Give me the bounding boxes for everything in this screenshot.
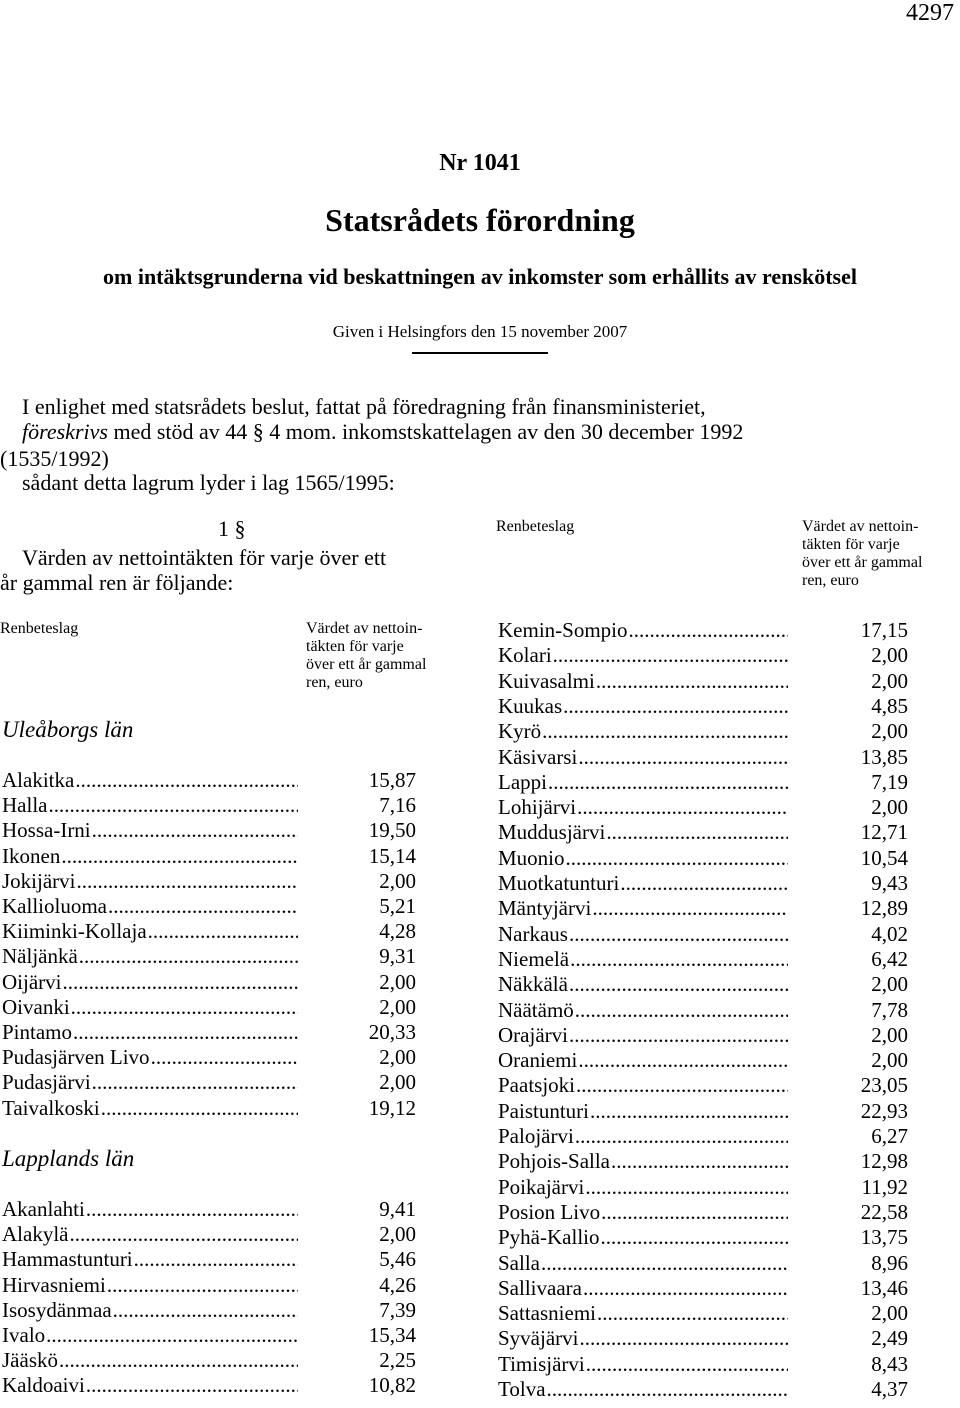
table-row	[498, 1326, 908, 1351]
district-name: Näkkälä .....	[498, 972, 788, 997]
table-row	[2, 768, 416, 793]
district-name: Oraniemi .....	[498, 1048, 788, 1073]
district-value: 6,42	[871, 946, 908, 971]
section-text-line-1: Värden av nettointäkten för varje över ett	[22, 545, 387, 570]
district-value: 2,00	[379, 1045, 416, 1070]
table-row	[498, 643, 908, 668]
district-value: 7,16	[379, 793, 416, 818]
district-name: Mäntyjärvi .....	[498, 896, 788, 921]
district-value: 17,15	[860, 618, 908, 642]
district-name: Kaldoaivi .....	[2, 1373, 298, 1398]
district-name: Alakitka .....	[2, 768, 298, 793]
district-value: 2,00	[871, 668, 908, 693]
district-value: 15,34	[368, 1323, 416, 1347]
table-row	[498, 618, 908, 643]
district-value: 2,00	[871, 719, 908, 744]
district-name: Hossa-Irni .....	[2, 818, 298, 843]
district-name: Jokijärvi .....	[2, 869, 298, 894]
table-row	[2, 793, 416, 818]
table-row	[498, 668, 908, 694]
table-row	[498, 1250, 908, 1276]
district-name: Muotkatunturi .....	[498, 871, 788, 896]
table-row	[498, 1022, 908, 1048]
table-row	[498, 769, 908, 795]
district-value: 9,43	[871, 871, 908, 895]
district-value: 13,46	[860, 1275, 908, 1300]
district-value: 22,58	[860, 1199, 908, 1224]
district-name: Kallioluoma .....	[2, 894, 298, 919]
district-name: Lappi .....	[498, 770, 788, 795]
district-name: Hirvasniemi .....	[2, 1273, 298, 1298]
district-name: Oivanki .....	[2, 995, 298, 1020]
table-row	[498, 1048, 908, 1073]
district-value: 7,78	[871, 997, 908, 1022]
district-name: Pohjois-Salla .....	[498, 1149, 788, 1174]
left-value-header: Värdet av nettoin- täkten för varje över ett år gammal ren, euro	[306, 620, 427, 691]
table-row	[2, 1222, 416, 1247]
page-number: 4297	[906, 0, 954, 26]
district-name: Oijärvi .....	[2, 970, 298, 995]
district-name: Pyhä-Kallio .....	[498, 1225, 788, 1250]
table-row	[498, 1351, 908, 1377]
table-row	[498, 871, 908, 896]
district-value: 2,49	[871, 1326, 908, 1351]
district-name: Ikonen .....	[2, 844, 298, 869]
table-row	[2, 1020, 416, 1045]
table-row	[2, 1095, 416, 1121]
preamble-line-2	[22, 419, 743, 445]
section-text-line-2: år gammal ren är följande:	[0, 570, 234, 595]
preamble-line-3: (1535/1992)	[0, 446, 109, 471]
district-name: Käsivarsi .....	[498, 745, 788, 770]
table-row	[2, 894, 416, 919]
district-value: 19,50	[368, 818, 416, 843]
table-row	[498, 972, 908, 997]
table-row	[498, 896, 908, 921]
table-row	[498, 1073, 908, 1098]
district-name: Pudasjärvi .....	[2, 1070, 298, 1095]
district-value: 20,33	[368, 1020, 416, 1044]
given-date: Given i Helsingfors den 15 november 2007	[332, 322, 628, 341]
table-row	[2, 1197, 416, 1222]
table-row	[2, 843, 416, 869]
district-name: Kiiminki-Kollaja .....	[2, 919, 298, 944]
district-value: 11,92	[861, 1174, 908, 1199]
district-value: 2,00	[871, 1301, 908, 1326]
table-row	[2, 944, 416, 969]
region-heading-lappland: Lapplands län	[2, 1146, 135, 1171]
table-row	[498, 1149, 908, 1174]
district-name: Alakylä .....	[2, 1222, 298, 1247]
table-row	[2, 1272, 416, 1298]
district-name: Salla .....	[498, 1251, 788, 1276]
district-value: 9,41	[379, 1197, 416, 1221]
table-row	[498, 1275, 908, 1301]
table-row	[2, 1323, 416, 1348]
district-name: Sattasniemi .....	[498, 1301, 788, 1326]
table-row	[498, 997, 908, 1023]
district-name: Halla .....	[2, 793, 298, 818]
district-value: 8,96	[871, 1250, 908, 1275]
document-title: Statsrådets förordning	[325, 202, 635, 238]
table-row	[498, 1124, 908, 1149]
district-value: 19,12	[368, 1095, 416, 1120]
district-name: Hammastunturi .....	[2, 1247, 298, 1272]
district-value: 7,39	[379, 1297, 416, 1322]
district-name: Niemelä .....	[498, 947, 788, 972]
district-name: Posion Livo .....	[498, 1200, 788, 1225]
title-divider	[412, 352, 548, 354]
district-name: Näljänkä .....	[2, 944, 298, 969]
district-name: Jääskö .....	[2, 1348, 298, 1373]
district-name: Muddusjärvi .....	[498, 820, 788, 845]
left-district-header: Renbeteslag	[0, 620, 79, 637]
table-row	[498, 921, 908, 947]
district-value: 2,00	[379, 994, 416, 1019]
table-row	[2, 1247, 416, 1272]
district-value: 23,05	[860, 1073, 908, 1098]
district-name: Isosydänmaa .....	[2, 1298, 298, 1323]
table-row	[2, 994, 416, 1020]
district-value: 4,85	[871, 693, 908, 718]
table-row	[498, 1225, 908, 1250]
table-row	[498, 693, 908, 719]
district-name: Kyrö .....	[498, 719, 788, 744]
region-heading-uleaborg: Uleåborgs län	[2, 717, 134, 742]
district-value: 2,00	[379, 969, 416, 994]
district-value: 5,21	[379, 894, 416, 918]
district-value: 4,26	[379, 1272, 416, 1297]
district-value: 4,37	[871, 1377, 908, 1401]
district-value: 2,00	[871, 1048, 908, 1073]
district-value: 13,85	[860, 744, 908, 769]
district-name: Kemin-Sompio .....	[498, 618, 788, 643]
district-value: 2,00	[379, 868, 416, 893]
district-name: Kuivasalmi .....	[498, 669, 788, 694]
district-value: 13,75	[860, 1225, 908, 1250]
district-name: Kolari .....	[498, 643, 788, 668]
district-name: Akanlahti .....	[2, 1197, 298, 1222]
table-row	[498, 1377, 908, 1402]
table-row	[498, 1098, 908, 1124]
section-number: 1 §	[218, 516, 246, 541]
district-name: Taivalkoski .....	[2, 1096, 298, 1121]
district-name: Paistunturi .....	[498, 1099, 788, 1124]
table-row	[498, 1301, 908, 1326]
district-name: Tolva .....	[498, 1377, 788, 1402]
district-value: 10,82	[368, 1373, 416, 1398]
table-row	[2, 1348, 416, 1373]
district-name: Pintamo .....	[2, 1020, 298, 1045]
table-row	[498, 1199, 908, 1225]
district-value: 2,00	[871, 795, 908, 820]
preamble-line-4: sådant detta lagrum lyder i lag 1565/1995:	[22, 470, 395, 495]
preamble-line-1: I enlighet med statsrådets beslut, fattat på föredragning från finansministeriet,	[22, 394, 706, 419]
right-district-header: Renbeteslag	[496, 518, 575, 535]
district-name: Kuukas .....	[498, 694, 788, 719]
district-name: Lohijärvi .....	[498, 795, 788, 820]
table-row	[2, 1373, 416, 1398]
preamble-line-2-rest: med stöd av 44 § 4 mom. inkomstskattelagen av den 30 december 1992	[107, 419, 744, 444]
table-row	[2, 969, 416, 995]
district-name: Paatsjoki .....	[498, 1073, 788, 1098]
district-name: Narkaus .....	[498, 922, 788, 947]
district-name: Palojärvi .....	[498, 1124, 788, 1149]
preamble-emphasis: föreskrivs	[22, 419, 108, 444]
document-subtitle: om intäktsgrunderna vid beskattningen av inkomster som erhållits av renskötsel	[103, 264, 857, 289]
district-value: 2,25	[379, 1348, 416, 1373]
district-name: Sallivaara .....	[498, 1276, 788, 1301]
district-value: 5,46	[379, 1247, 416, 1272]
district-value: 10,54	[860, 845, 908, 870]
district-value: 2,00	[871, 972, 908, 997]
district-value: 4,02	[871, 921, 908, 946]
district-value: 7,19	[871, 769, 908, 794]
district-name: Pudasjärven Livo .....	[2, 1045, 298, 1070]
district-name: Ivalo .....	[2, 1323, 298, 1348]
district-value: 2,00	[379, 1070, 416, 1095]
district-value: 2,00	[871, 1022, 908, 1047]
district-value: 12,89	[860, 896, 908, 921]
table-row	[2, 919, 416, 944]
district-value: 12,98	[860, 1149, 908, 1174]
table-row	[2, 1045, 416, 1070]
table-row	[2, 868, 416, 894]
district-value: 9,31	[379, 944, 416, 969]
right-value-header: Värdet av nettoin- täkten för varje över ett år gammal ren, euro	[802, 518, 923, 589]
district-name: Näätämö .....	[498, 998, 788, 1023]
district-value: 15,14	[368, 843, 416, 868]
table-row	[498, 845, 908, 871]
table-row	[498, 744, 908, 770]
district-value: 8,43	[871, 1351, 908, 1376]
district-name: Syväjärvi .....	[498, 1326, 788, 1351]
district-value: 2,00	[871, 643, 908, 668]
district-value: 4,28	[379, 919, 416, 944]
table-row	[2, 1297, 416, 1323]
district-value: 12,71	[860, 820, 908, 845]
district-name: Timisjärvi .....	[498, 1352, 788, 1377]
district-value: 2,00	[379, 1222, 416, 1247]
table-row	[498, 820, 908, 845]
table-row	[2, 1070, 416, 1095]
table-row	[498, 795, 908, 820]
table-row	[498, 946, 908, 972]
district-value: 15,87	[368, 768, 416, 792]
district-name: Orajärvi .....	[498, 1023, 788, 1048]
district-name: Poikajärvi .....	[498, 1175, 788, 1200]
district-value: 22,93	[860, 1098, 908, 1123]
district-name: Muonio .....	[498, 846, 788, 871]
table-row	[2, 818, 416, 843]
table-row	[498, 1174, 908, 1200]
statute-number: Nr 1041	[439, 150, 521, 176]
district-value: 6,27	[871, 1124, 908, 1148]
table-row	[498, 719, 908, 744]
